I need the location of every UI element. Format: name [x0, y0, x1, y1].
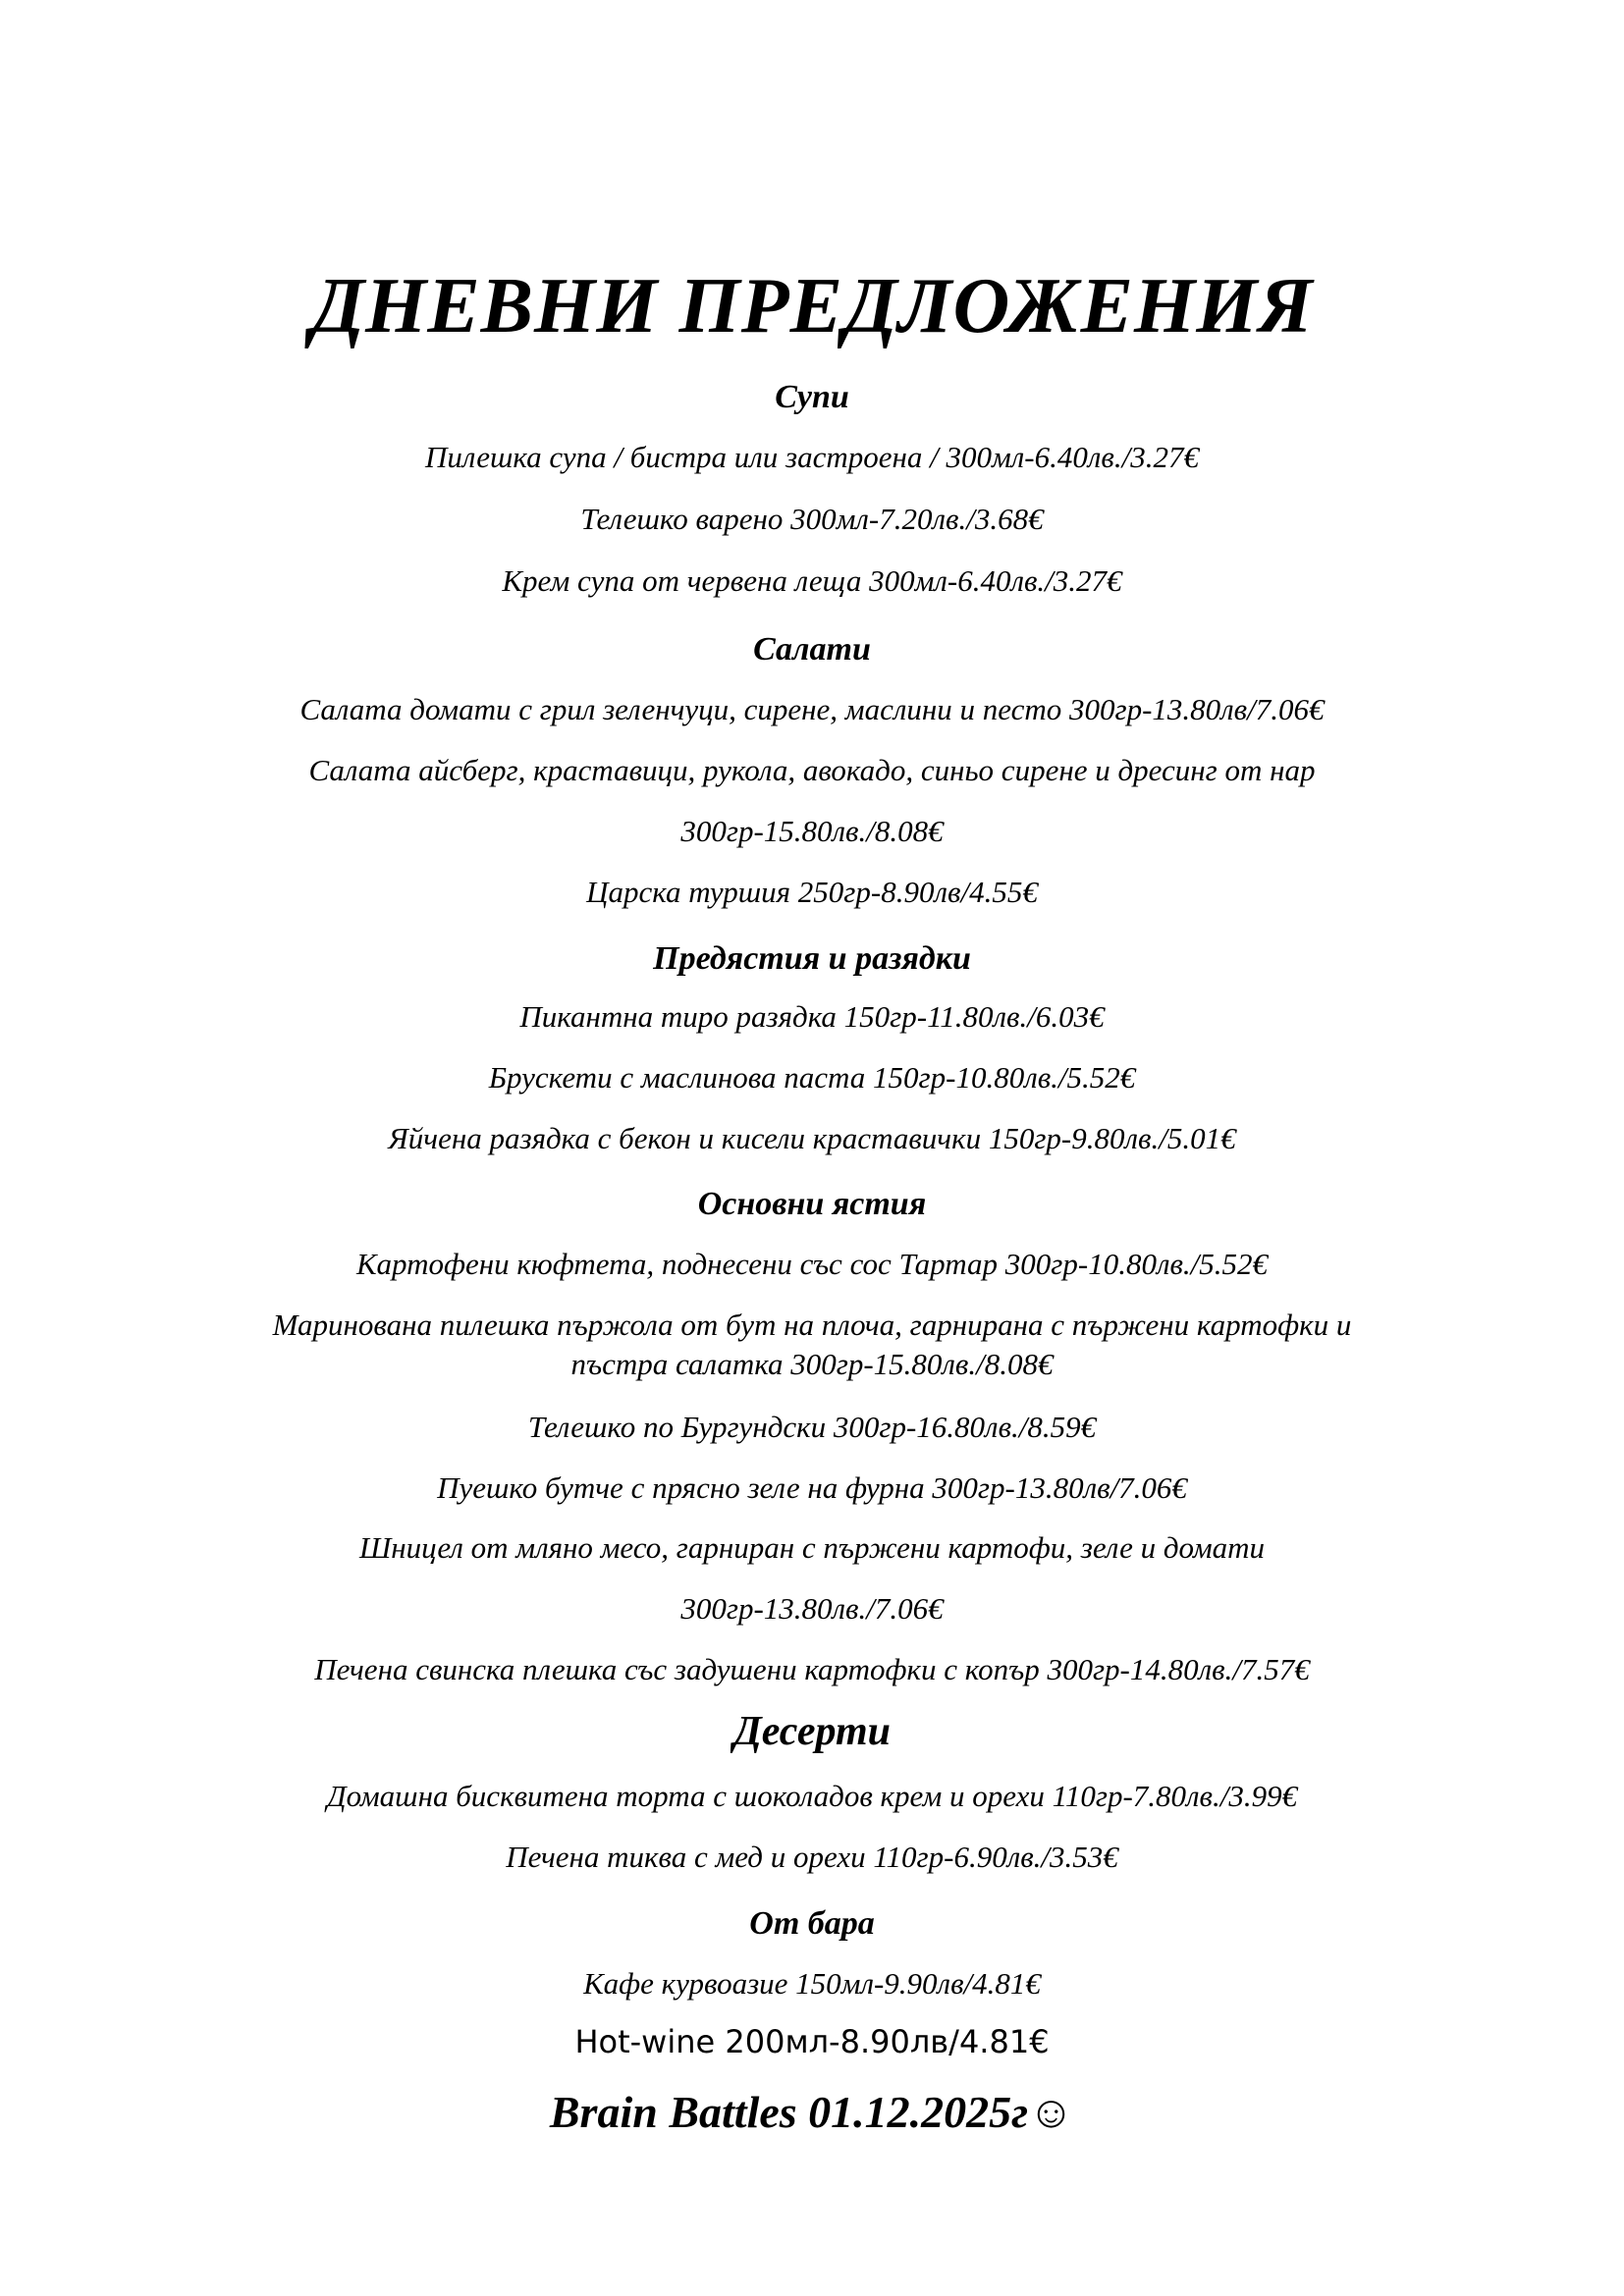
menu-item: Шницел от мляно месо, гарниран с пържени картофи, зеле и домати — [358, 1530, 1266, 1565]
section-heading-soups: Супи — [775, 379, 849, 415]
menu-item: Брускети с маслинова паста 150гр-10.80лв./5.52€ — [488, 1060, 1136, 1095]
menu-item: Пилешка супа / бистра или застроена / 300мл-6.40лв./3.27€ — [425, 440, 1199, 474]
menu-item: Царска туршия 250гр-8.90лв/4.55€ — [586, 875, 1038, 909]
menu-item: Кафе курвоазие 150мл-9.90лв/4.81€ — [583, 1966, 1041, 2001]
footer-line — [0, 2083, 1624, 2142]
menu-item: Печена тиква с мед и орехи 110гр-6.90лв./3.53€ — [506, 1840, 1118, 1874]
menu-item: Печена свинска плешка със задушени картофки с копър 300гр-14.80лв./7.57€ — [314, 1652, 1310, 1686]
menu-item: Телешко варено 300мл-7.20лв./3.68€ — [580, 502, 1044, 536]
menu-item: Домашна бисквитена торта с шоколадов крем и орехи 110гр-7.80лв./3.99€ — [326, 1779, 1298, 1813]
menu-item: Салата домати с грил зеленчуци, сирене, маслини и песто 300гр-13.80лв/7.06€ — [299, 692, 1325, 726]
menu-item: Пуешко бутче с прясно зеле на фурна 300гр-13.80лв/7.06€ — [437, 1470, 1187, 1505]
menu-item: Крем супа от червена леща 300мл-6.40лв./3.27€ — [502, 563, 1122, 598]
menu-item: Маринована пилешка пържола от бут на плоча, гарнирана с пържени картофки и — [272, 1308, 1352, 1342]
section-heading-starters: Предястия и разядки — [653, 940, 971, 977]
menu-item: Картофени кюфтета, поднесени със сос Тартар 300гр-10.80лв./5.52€ — [355, 1247, 1269, 1281]
section-heading-bar: От бара — [749, 1905, 875, 1942]
menu-item: пъстра салатка 300гр-15.80лв./8.08€ — [570, 1347, 1054, 1381]
menu-item: Салата айсберг, краставици, рукола, авокадо, синьо сирене и дресинг от нар — [308, 753, 1316, 787]
menu-item: 300гр-13.80лв./7.06€ — [680, 1591, 944, 1626]
section-heading-desserts: Десерти — [733, 1709, 891, 1754]
menu-item: Телешко по Бургундски 300гр-16.80лв./8.59€ — [527, 1410, 1097, 1444]
page-title: ДНЕВНИ ПРЕДЛОЖЕНИЯ — [310, 263, 1314, 349]
menu-item: Пикантна тиро разядка 150гр-11.80лв./6.03€ — [519, 999, 1105, 1034]
smiley-icon: ☺ — [1028, 2087, 1075, 2137]
section-heading-mains: Основни ястия — [697, 1186, 927, 1222]
section-heading-salads: Салати — [753, 631, 871, 667]
footer-text: Brain Battles 01.12.2025г — [549, 2087, 1029, 2137]
menu-item: 300гр-15.80лв./8.08€ — [680, 814, 944, 848]
menu-item: Hot-wine 200мл-8.90лв/4.81€ — [574, 2023, 1050, 2060]
menu-item: Яйчена разядка с бекон и кисели краставички 150гр-9.80лв./5.01€ — [388, 1121, 1236, 1155]
